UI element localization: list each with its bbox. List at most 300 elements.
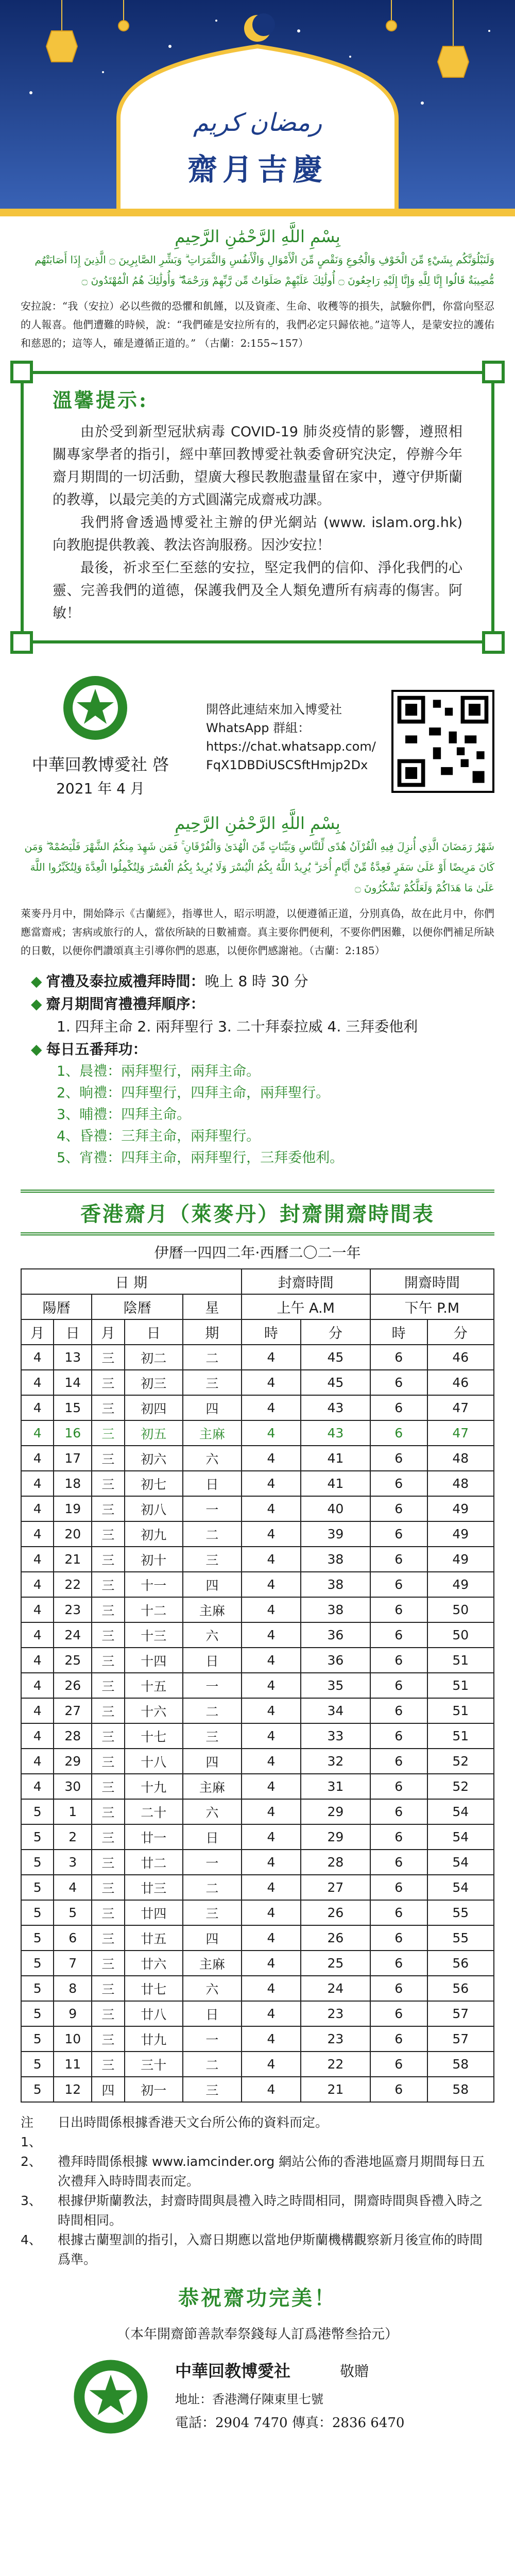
table-cell: 4 xyxy=(242,2052,301,2077)
table-cell: 6 xyxy=(370,1345,427,1370)
table-cell: 28 xyxy=(54,1723,92,1749)
table-cell: 4 xyxy=(242,1345,301,1370)
table-cell: 主麻 xyxy=(183,1951,242,1976)
table-cell: 6 xyxy=(370,1824,427,1850)
table-cell: 6 xyxy=(370,1471,427,1496)
table-cell: 4 xyxy=(21,1723,54,1749)
table-cell: 5 xyxy=(21,2052,54,2077)
table-cell: 4 xyxy=(242,1850,301,1875)
org-date: 2021 年 4 月 xyxy=(56,780,145,797)
table-cell: 三 xyxy=(92,1521,124,1547)
table-cell: 40 xyxy=(301,1496,370,1521)
table-cell: 4 xyxy=(242,1799,301,1824)
table-cell: 5 xyxy=(21,2077,54,2102)
table-cell: 21 xyxy=(54,1547,92,1572)
table-cell: 6 xyxy=(370,1673,427,1698)
table-cell: 三 xyxy=(92,1648,124,1673)
col-header: 日 期 xyxy=(21,1269,242,1294)
table-cell: 初四 xyxy=(125,1395,183,1420)
table-cell: 六 xyxy=(183,1446,242,1471)
table-cell: 5 xyxy=(21,1875,54,1900)
table-cell: 4 xyxy=(21,1420,54,1446)
table-cell: 4 xyxy=(21,1547,54,1572)
table-row xyxy=(21,1774,494,1799)
table-cell: 29 xyxy=(301,1824,370,1850)
table-cell: 4 xyxy=(21,1572,54,1597)
table-cell: 4 xyxy=(242,1824,301,1850)
table-cell: 四 xyxy=(183,1572,242,1597)
col-header: 下午 P.M xyxy=(370,1294,494,1319)
table-cell: 6 xyxy=(370,1900,427,1925)
table-cell: 廿一 xyxy=(125,1824,183,1850)
table-cell: 十四 xyxy=(125,1648,183,1673)
reminder-title: 溫馨提示: xyxy=(53,388,149,412)
table-cell: 33 xyxy=(301,1723,370,1749)
table-cell: 15 xyxy=(54,1395,92,1420)
diamond-icon: ◆ xyxy=(31,995,42,1012)
table-cell: 4 xyxy=(242,2077,301,2102)
list-item: 3、晡禮：四拜主命。 xyxy=(57,1107,191,1123)
note-item xyxy=(21,2230,494,2269)
table-cell: 三 xyxy=(92,1925,124,1951)
table-cell: 32 xyxy=(301,1749,370,1774)
table-cell: 4 xyxy=(21,1521,54,1547)
table-cell: 三 xyxy=(183,1370,242,1395)
list-item: 2、晌禮：四拜聖行，四拜主命，兩拜聖行。 xyxy=(57,1085,330,1101)
table-cell: 廿五 xyxy=(125,1925,183,1951)
table-cell: 4 xyxy=(242,1698,301,1723)
note-text: 日出時間係根據香港天文台所公佈的資料而定。 xyxy=(58,2115,329,2130)
table-row xyxy=(21,2001,494,2026)
table-cell: 6 xyxy=(370,2077,427,2102)
table-cell: 三 xyxy=(92,1824,124,1850)
table-cell: 4 xyxy=(242,1951,301,1976)
table-cell: 六 xyxy=(183,1976,242,2001)
table-cell: 11 xyxy=(54,2052,92,2077)
table-row xyxy=(21,1799,494,1824)
table-cell: 5 xyxy=(21,1900,54,1925)
table-cell: 三 xyxy=(92,1547,124,1572)
table-cell: 43 xyxy=(301,1395,370,1420)
table-cell: 4 xyxy=(242,1420,301,1446)
table-cell: 主麻 xyxy=(183,1420,242,1446)
table-row xyxy=(21,1824,494,1850)
table-cell: 54 xyxy=(427,1875,494,1900)
table-cell: 4 xyxy=(21,1622,54,1648)
table-cell: 4 xyxy=(21,1597,54,1622)
table-cell: 5 xyxy=(54,1900,92,1925)
table-row xyxy=(21,1900,494,1925)
table-cell: 24 xyxy=(54,1622,92,1648)
table-cell: 二 xyxy=(183,2052,242,2077)
table-cell: 52 xyxy=(427,1774,494,1799)
prayer-list xyxy=(0,1061,515,1169)
table-cell: 54 xyxy=(427,1799,494,1824)
table-cell: 6 xyxy=(370,1799,427,1824)
table-cell: 三 xyxy=(92,1572,124,1597)
table-cell: 6 xyxy=(370,2052,427,2077)
table-cell: 25 xyxy=(54,1648,92,1673)
table-cell: 51 xyxy=(427,1648,494,1673)
table-row xyxy=(21,2026,494,2052)
table-cell: 6 xyxy=(370,1597,427,1622)
table-cell: 廿三 xyxy=(125,1875,183,1900)
table-cell: 主麻 xyxy=(183,1774,242,1799)
table-cell: 54 xyxy=(427,1824,494,1850)
table-cell: 廿二 xyxy=(125,1850,183,1875)
verse-translation: 安拉說：“我（安拉）必以些微的恐懼和飢饉，以及資產、生命、收穫等的損失，試驗你們，你當向堅忍的人報喜。他們遭難的時候，說：“我們確是安拉所有的，我們必定只歸依祂。”這等人，是蒙安拉的護佑和慈恩的；這等人，確是遵循正道的。” （古蘭：2:155~157） xyxy=(21,300,494,349)
table-row xyxy=(21,1698,494,1723)
table-cell: 45 xyxy=(301,1345,370,1370)
table-cell: 48 xyxy=(427,1446,494,1471)
info-label: 齋月期間宵禮禮拜順序： xyxy=(46,995,205,1012)
org-logo-icon xyxy=(72,2358,149,2435)
table-cell: 27 xyxy=(301,1875,370,1900)
sponsor-note: （本年開齋節善款奉祭錢每人訂爲港幣叁拾元） xyxy=(116,2327,398,2342)
table-row xyxy=(21,1648,494,1673)
table-cell: 4 xyxy=(242,1648,301,1673)
table-cell: 十六 xyxy=(125,1698,183,1723)
table-cell: 三 xyxy=(92,1976,124,2001)
table-cell: 5 xyxy=(21,1976,54,2001)
table-cell: 6 xyxy=(370,1395,427,1420)
table-row xyxy=(21,2052,494,2077)
table-cell: 二 xyxy=(183,1875,242,1900)
list-item: 1、晨禮：兩拜聖行，兩拜主命。 xyxy=(57,1063,261,1079)
col-header: 分 xyxy=(427,1319,494,1345)
table-cell: 四 xyxy=(92,2077,124,2102)
table-cell: 4 xyxy=(242,1925,301,1951)
col-header: 時 xyxy=(370,1319,427,1345)
table-cell: 1 xyxy=(54,1799,92,1824)
table-cell: 50 xyxy=(427,1622,494,1648)
table-cell: 三 xyxy=(92,1496,124,1521)
table-cell: 日 xyxy=(183,1648,242,1673)
table-cell: 51 xyxy=(427,1673,494,1698)
table-cell: 7 xyxy=(54,1951,92,1976)
table-cell: 6 xyxy=(370,1572,427,1597)
table-cell: 4 xyxy=(242,1622,301,1648)
table-cell: 36 xyxy=(301,1648,370,1673)
table-cell: 10 xyxy=(54,2026,92,2052)
note-item xyxy=(21,2152,494,2191)
whatsapp-line: WhatsApp 群組： xyxy=(206,721,311,735)
table-cell: 6 xyxy=(370,1749,427,1774)
table-cell: 6 xyxy=(370,1723,427,1749)
table-cell: 38 xyxy=(301,1597,370,1622)
header-arch-text xyxy=(0,108,515,189)
table-cell: 5 xyxy=(21,1925,54,1951)
col-header: 月 xyxy=(21,1319,54,1345)
timetable-title: 香港齋月（萊麥丹）封齋開齋時間表 xyxy=(21,1190,494,1235)
table-cell: 一 xyxy=(183,2026,242,2052)
table-cell: 12 xyxy=(54,2077,92,2102)
table-cell: 5 xyxy=(21,1951,54,1976)
verse-translation: 萊麥丹月中，開始降示《古蘭經》，指導世人，昭示明證，以便遵循正道，分別真偽，故在此月中，你們應當齋戒；害病或旅行的人，當依所缺的日數補齋。真主要你們便利，不要你們困難，以便你們補足所缺的日數，以便你們讚頌真主引導你們的恩惠，以便你們感謝祂。（古蘭：2:185） xyxy=(21,907,494,957)
table-cell: 4 xyxy=(242,1496,301,1521)
note-text: 根據伊斯蘭教法，封齋時間與晨禮入時之時間相同，開齋時間與昏禮入時之時間相同。 xyxy=(58,2193,483,2228)
table-cell: 二 xyxy=(183,1698,242,1723)
reminder-paragraph: 我們將會透過博愛社主辦的伊光網站 (www. islam.org.hk) 向教胞提供教義、教法咨詢服務。因沙安拉！ xyxy=(53,515,462,553)
table-cell: 2 xyxy=(54,1824,92,1850)
table-cell: 主麻 xyxy=(183,1597,242,1622)
table-cell: 6 xyxy=(370,1951,427,1976)
footer-org-name: 中華回教博愛社 xyxy=(175,2361,291,2381)
table-cell: 三 xyxy=(92,1951,124,1976)
footer xyxy=(0,2343,515,2456)
note-item xyxy=(21,2113,494,2152)
table-cell: 22 xyxy=(301,2052,370,2077)
blessing-text: 恭祝齋功完美！ xyxy=(178,2286,337,2310)
table-cell: 十三 xyxy=(125,1622,183,1648)
table-cell: 十一 xyxy=(125,1572,183,1597)
table-cell: 四 xyxy=(183,1395,242,1420)
table-cell: 6 xyxy=(370,1496,427,1521)
table-cell: 三 xyxy=(92,1597,124,1622)
diamond-icon: ◆ xyxy=(31,1041,42,1058)
note-text: 根據古蘭聖訓的指引，入齋日期應以當地伊斯蘭機構觀察新月後宣佈的時間爲準。 xyxy=(58,2232,483,2267)
table-cell: 三 xyxy=(183,1900,242,1925)
table-cell: 三 xyxy=(92,1875,124,1900)
table-row xyxy=(21,1496,494,1521)
table-cell: 三 xyxy=(92,1850,124,1875)
table-cell: 初一 xyxy=(125,2077,183,2102)
order-section xyxy=(0,993,515,1015)
table-cell: 十二 xyxy=(125,1597,183,1622)
table-row xyxy=(21,1850,494,1875)
table-cell: 46 xyxy=(427,1370,494,1395)
daily-prayers-section xyxy=(0,1038,515,1061)
table-cell: 5 xyxy=(21,1850,54,1875)
timetable-body xyxy=(21,1345,494,2102)
table-cell: 4 xyxy=(21,1648,54,1673)
table-row xyxy=(21,1925,494,1951)
table-cell: 56 xyxy=(427,1951,494,1976)
table-row xyxy=(21,1420,494,1446)
table-cell: 41 xyxy=(301,1446,370,1471)
table-cell: 廿四 xyxy=(125,1900,183,1925)
table-cell: 三 xyxy=(92,1799,124,1824)
table-cell: 初五 xyxy=(125,1420,183,1446)
table-cell: 三 xyxy=(92,1749,124,1774)
table-cell: 4 xyxy=(242,1521,301,1547)
table-cell: 4 xyxy=(242,1976,301,2001)
whatsapp-line: 開啓此連結來加入博愛社 xyxy=(206,702,342,717)
table-cell: 35 xyxy=(301,1673,370,1698)
table-cell: 4 xyxy=(242,1597,301,1622)
footer-phone: 電話：2904 7470 傳真：2836 6470 xyxy=(175,2415,405,2431)
table-row xyxy=(21,1446,494,1471)
table-cell: 49 xyxy=(427,1547,494,1572)
table-cell: 23 xyxy=(301,2026,370,2052)
table-cell: 6 xyxy=(370,1446,427,1471)
table-cell: 4 xyxy=(21,1446,54,1471)
col-header: 封齋時間 xyxy=(242,1269,370,1294)
timetable-subtitle: 伊曆一四四二年·西曆二〇二一年 xyxy=(154,1244,361,1261)
table-cell: 6 xyxy=(370,1622,427,1648)
table-cell: 23 xyxy=(301,2001,370,2026)
table-cell: 24 xyxy=(301,1976,370,2001)
table-cell: 19 xyxy=(54,1496,92,1521)
basmala: بِسْمِ اللَّهِ الرَّحْمَٰنِ الرَّحِيمِ xyxy=(175,814,340,833)
table-cell: 46 xyxy=(427,1345,494,1370)
org-whatsapp-block xyxy=(0,654,515,808)
table-cell: 4 xyxy=(242,2026,301,2052)
table-cell: 45 xyxy=(301,1370,370,1395)
table-cell: 54 xyxy=(427,1850,494,1875)
table-cell: 58 xyxy=(427,2052,494,2077)
table-row xyxy=(21,1875,494,1900)
org-logo-icon xyxy=(62,674,129,741)
table-cell: 初九 xyxy=(125,1521,183,1547)
table-cell: 38 xyxy=(301,1547,370,1572)
table-cell: 6 xyxy=(370,1370,427,1395)
footer-address: 地址：香港灣仔陳東里七號 xyxy=(175,2392,323,2406)
table-cell: 4 xyxy=(242,1446,301,1471)
table-row xyxy=(21,1547,494,1572)
table-cell: 26 xyxy=(54,1673,92,1698)
table-cell: 初八 xyxy=(125,1496,183,1521)
table-cell: 一 xyxy=(183,1850,242,1875)
table-row xyxy=(21,1521,494,1547)
note-key: 4、 xyxy=(21,2232,42,2247)
table-row xyxy=(21,1749,494,1774)
table-cell: 4 xyxy=(21,1749,54,1774)
table-cell: 三 xyxy=(92,1673,124,1698)
table-cell: 三 xyxy=(92,1395,124,1420)
col-header: 月 xyxy=(92,1319,124,1345)
table-cell: 六 xyxy=(183,1799,242,1824)
whatsapp-link[interactable]: https://chat.whatsapp.com/ xyxy=(206,739,376,754)
table-cell: 43 xyxy=(301,1420,370,1446)
table-cell: 6 xyxy=(370,1547,427,1572)
table-cell: 6 xyxy=(370,1925,427,1951)
table-cell: 初三 xyxy=(125,1370,183,1395)
table-cell: 三 xyxy=(92,1471,124,1496)
whatsapp-link[interactable]: FqX1DBDiUSCSftHmjp2Dx xyxy=(206,758,368,772)
table-cell: 4 xyxy=(21,1774,54,1799)
note-text: 禮拜時間係根據 www.iamcinder.org 網站公佈的香港地區齋月期間每日五次禮拜入時時間表而定。 xyxy=(58,2154,485,2189)
table-cell: 14 xyxy=(54,1370,92,1395)
table-cell: 6 xyxy=(370,1774,427,1799)
table-cell: 23 xyxy=(54,1597,92,1622)
table-cell: 49 xyxy=(427,1521,494,1547)
reminder-paragraph: 最後，祈求至仁至慈的安拉，堅定我們的信仰、淨化我們的心靈、完善我們的道德，保護我們及全人類免遭所有病毒的傷害。阿敏！ xyxy=(53,560,462,621)
table-cell: 3 xyxy=(54,1850,92,1875)
table-cell: 6 xyxy=(370,1648,427,1673)
table-cell: 20 xyxy=(54,1521,92,1547)
table-cell: 41 xyxy=(301,1471,370,1496)
table-cell: 28 xyxy=(301,1850,370,1875)
table-cell: 4 xyxy=(242,1749,301,1774)
table-cell: 26 xyxy=(301,1925,370,1951)
qr-code-icon[interactable] xyxy=(391,690,494,793)
col-header: 分 xyxy=(301,1319,370,1345)
reminder-paragraph: 由於受到新型冠狀病毒 COVID-19 肺炎疫情的影響，遵照相關專家學者的指引，經中華回教博愛社執委會研究決定，停辦今年齋月期間的一切活動，望廣大穆民教胞盡量留在家中，遵守伊斯蘭的教導，以最完美的方式圓滿完成齋戒功課。 xyxy=(53,424,462,508)
table-cell: 49 xyxy=(427,1572,494,1597)
page-title: 齋月吉慶 xyxy=(187,152,328,187)
table-cell: 49 xyxy=(427,1496,494,1521)
whatsapp-info xyxy=(206,700,376,774)
table-cell: 四 xyxy=(183,1749,242,1774)
table-row xyxy=(21,1673,494,1698)
table-cell: 4 xyxy=(21,1698,54,1723)
table-cell: 4 xyxy=(54,1875,92,1900)
table-cell: 4 xyxy=(242,1673,301,1698)
table-cell: 5 xyxy=(21,2026,54,2052)
timetable xyxy=(21,1268,494,2103)
table-cell: 22 xyxy=(54,1572,92,1597)
col-header: 星 xyxy=(183,1294,242,1319)
table-cell: 初七 xyxy=(125,1471,183,1496)
table-cell: 初十 xyxy=(125,1547,183,1572)
table-cell: 三 xyxy=(92,1420,124,1446)
table-cell: 三 xyxy=(92,2052,124,2077)
notes xyxy=(21,2113,494,2269)
table-cell: 29 xyxy=(301,1799,370,1824)
list-item: 5、宵禮：四拜主命，兩拜聖行，三拜委他利。 xyxy=(57,1150,344,1166)
table-cell: 57 xyxy=(427,2001,494,2026)
table-cell: 三 xyxy=(92,2026,124,2052)
table-cell: 三 xyxy=(92,1723,124,1749)
table-cell: 4 xyxy=(242,1572,301,1597)
table-row xyxy=(21,1622,494,1648)
col-header: 日 xyxy=(125,1319,183,1345)
table-cell: 47 xyxy=(427,1420,494,1446)
table-cell: 三 xyxy=(183,2077,242,2102)
table-cell: 9 xyxy=(54,2001,92,2026)
col-header: 陽曆 xyxy=(21,1294,92,1319)
table-cell: 38 xyxy=(301,1572,370,1597)
table-cell: 4 xyxy=(242,1547,301,1572)
table-cell: 6 xyxy=(370,1420,427,1446)
table-cell: 6 xyxy=(370,2026,427,2052)
table-cell: 二 xyxy=(183,1521,242,1547)
list-item: 4、昏禮：三拜主命，兩拜聖行。 xyxy=(57,1128,261,1144)
table-cell: 三 xyxy=(92,1370,124,1395)
table-cell: 48 xyxy=(427,1471,494,1496)
note-key: 2、 xyxy=(21,2154,42,2169)
table-cell: 4 xyxy=(242,1900,301,1925)
table-cell: 十九 xyxy=(125,1774,183,1799)
quran-verse: شَهْرُ رَمَضَانَ الَّذِي أُنزِلَ فِيهِ الْقُرْآنُ هُدًى لِّلنَّاسِ وَبَيِّنَاتٍ مِّنَ الْهُدَىٰ وَالْفُرْقَانِ ۚ فَمَن شَهِدَ مِنكُمُ الشَّهْرَ فَلْيَصُمْهُ ۖ وَمَن كَانَ مَرِيضًا أَوْ عَلَىٰ سَفَرٍ فَعِدَّةٌ مِّنْ أَيَّامٍ أُخَرَ ۗ يُرِيدُ اللَّهُ بِكُمُ الْيُسْرَ وَلَا يُرِيدُ بِكُمُ الْعُسْرَ وَلِتُكْمِلُوا الْعِدَّةَ وَلِتُكَبِّرُوا اللَّهَ عَلَىٰ مَا هَدَاكُمْ وَلَعَلَّكُمْ تَشْكُرُونَ ۝ xyxy=(24,840,494,894)
table-cell: 57 xyxy=(427,2026,494,2052)
table-cell: 4 xyxy=(242,1774,301,1799)
table-cell: 三 xyxy=(92,1446,124,1471)
table-cell: 4 xyxy=(21,1496,54,1521)
table-row xyxy=(21,1976,494,2001)
table-cell: 34 xyxy=(301,1698,370,1723)
quran-verse: وَلَنَبْلُوَنَّكُم بِشَيْءٍ مِّنَ الْخَوْفِ وَالْجُوعِ وَنَقْصٍ مِّنَ الْأَمْوَالِ وَالْأَنفُسِ وَالثَّمَرَاتِ ۗ وَبَشِّرِ الصَّابِرِينَ ۝ الَّذِينَ إِذَا أَصَابَتْهُم مُّصِيبَةٌ قَالُوا إِنَّا لِلَّهِ وَإِنَّا إِلَيْهِ رَاجِعُونَ ۝ أُولَٰئِكَ عَلَيْهِمْ صَلَوَاتٌ مِّن رَّبِّهِمْ وَرَحْمَةٌ ۖ وَأُولَٰئِكَ هُمُ الْمُهْتَدُونَ ۝ xyxy=(35,253,494,286)
table-cell: 三 xyxy=(92,1900,124,1925)
table-cell: 十五 xyxy=(125,1673,183,1698)
table-cell: 6 xyxy=(370,1976,427,2001)
table-cell: 17 xyxy=(54,1446,92,1471)
table-cell: 6 xyxy=(370,1698,427,1723)
table-cell: 16 xyxy=(54,1420,92,1446)
table-cell: 三十 xyxy=(125,2052,183,2077)
order-value: 1. 四拜主命 2. 兩拜聖行 3. 二十拜泰拉威 4. 三拜委他利 xyxy=(57,1018,418,1035)
table-row xyxy=(21,1951,494,1976)
ramadan-kareem-script: رمضان كريم xyxy=(193,108,322,137)
table-cell: 二 xyxy=(183,1345,242,1370)
col-header: 開齋時間 xyxy=(370,1269,494,1294)
table-cell: 47 xyxy=(427,1395,494,1420)
note-key: 注 1、 xyxy=(21,2115,42,2149)
table-cell: 三 xyxy=(183,1547,242,1572)
table-row xyxy=(21,1395,494,1420)
table-cell: 一 xyxy=(183,1496,242,1521)
